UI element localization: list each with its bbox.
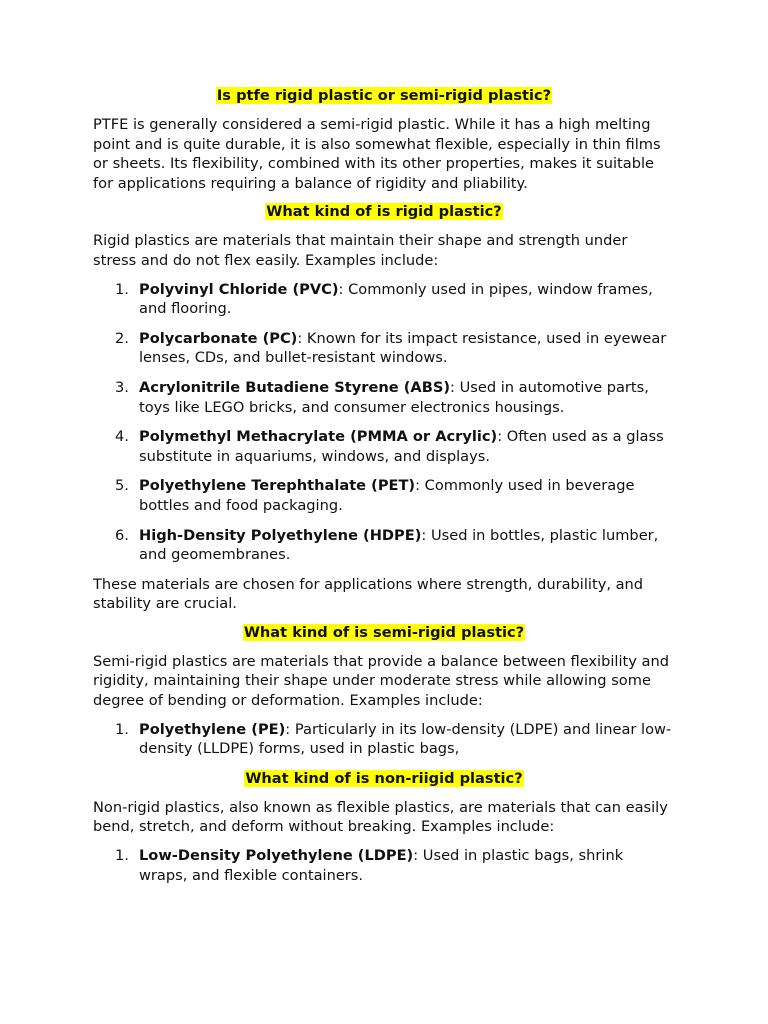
list-desc: : Known for its impact resistance, used in eyewear lenses, CDs, and bullet-resistant windows. <box>139 329 667 367</box>
list-number: 3. <box>115 378 129 396</box>
list-desc: : Particularly in its low-density (LDPE) and linear low-density (LLDPE) forms, used in plastic bags, <box>139 720 672 758</box>
paragraph-rigid-intro: Rigid plastics are materials that maintain their shape and strength under stress and do not flex easily. Examples include: <box>93 232 628 269</box>
list-term: Polyvinyl Chloride (PVC) <box>139 280 339 298</box>
section-heading-ptfe <box>93 86 675 106</box>
list-item <box>93 526 675 565</box>
non-rigid-plastics-list <box>93 846 675 885</box>
list-term: Polycarbonate (PC) <box>139 329 298 347</box>
list-desc: : Often used as a glass substitute in aquariums, windows, and displays. <box>139 428 664 465</box>
list-item <box>93 846 675 885</box>
list-item <box>93 476 675 515</box>
list-desc: : Used in plastic bags, shrink wraps, and flexible containers. <box>139 847 624 884</box>
list-term: Polyethylene (PE) <box>139 720 286 738</box>
list-number: 2. <box>115 329 129 347</box>
list-item <box>93 378 675 417</box>
list-term: Low-Density Polyethylene (LDPE) <box>139 847 414 865</box>
section-heading-non-rigid <box>93 769 675 789</box>
paragraph-non-rigid-intro: Non-rigid plastics, also known as flexible plastics, are materials that can easily bend, stretch, and deform without breaking. Examples include: <box>93 798 668 836</box>
list-term: High-Density Polyethylene (HDPE) <box>139 526 422 544</box>
highlighted-heading: Is ptfe rigid plastic or semi-rigid plastic? <box>216 87 552 104</box>
highlighted-heading: What kind of is rigid plastic? <box>266 203 502 221</box>
list-item <box>93 720 675 759</box>
list-number: 5. <box>115 477 129 495</box>
list-number: 1. <box>115 847 129 865</box>
list-desc: : Used in bottles, plastic lumber, and geomembranes. <box>139 526 659 564</box>
list-item <box>93 329 675 368</box>
list-number: 6. <box>115 526 129 544</box>
list-desc: : Commonly used in beverage bottles and food packaging. <box>139 477 635 514</box>
list-term: Polymethyl Methacrylate (PMMA or Acrylic) <box>139 428 498 446</box>
highlighted-heading: What kind of is non-riigid plastic? <box>245 769 523 787</box>
semi-rigid-plastics-list <box>93 720 675 759</box>
section-heading-semi-rigid <box>93 623 675 643</box>
list-desc: : Commonly used in pipes, window frames, and flooring. <box>139 280 653 318</box>
list-desc: : Used in automotive parts, toys like LEGO bricks, and consumer electronics housings. <box>139 378 649 416</box>
list-item <box>93 280 675 319</box>
paragraph-ptfe: PTFE is generally considered a semi-rigid plastic. While it has a high melting point and is quite durable, it is also somewhat flexible, especially in thin films or sheets. Its flexibility, combined with its other properties, makes it suitable for applications requiring a balance of rigidity and pliability. <box>93 116 661 192</box>
list-term: Polyethylene Terephthalate (PET) <box>139 477 416 495</box>
list-number: 1. <box>115 720 129 738</box>
list-number: 4. <box>115 428 129 446</box>
rigid-plastics-list <box>93 280 675 565</box>
section-heading-rigid <box>93 202 675 222</box>
paragraph-semi-rigid-intro: Semi-rigid plastics are materials that provide a balance between flexibility and rigidity, maintaining their shape under moderate stress while allowing some degree of bending or deformation. Examples include: <box>93 652 669 710</box>
paragraph-rigid-outro: These materials are chosen for applications where strength, durability, and stability are crucial. <box>93 575 644 613</box>
highlighted-heading: What kind of is semi-rigid plastic? <box>243 623 525 641</box>
document-page <box>93 86 675 885</box>
list-number: 1. <box>115 280 129 298</box>
list-item <box>93 427 675 466</box>
list-term: Acrylonitrile Butadiene Styrene (ABS) <box>139 378 451 396</box>
